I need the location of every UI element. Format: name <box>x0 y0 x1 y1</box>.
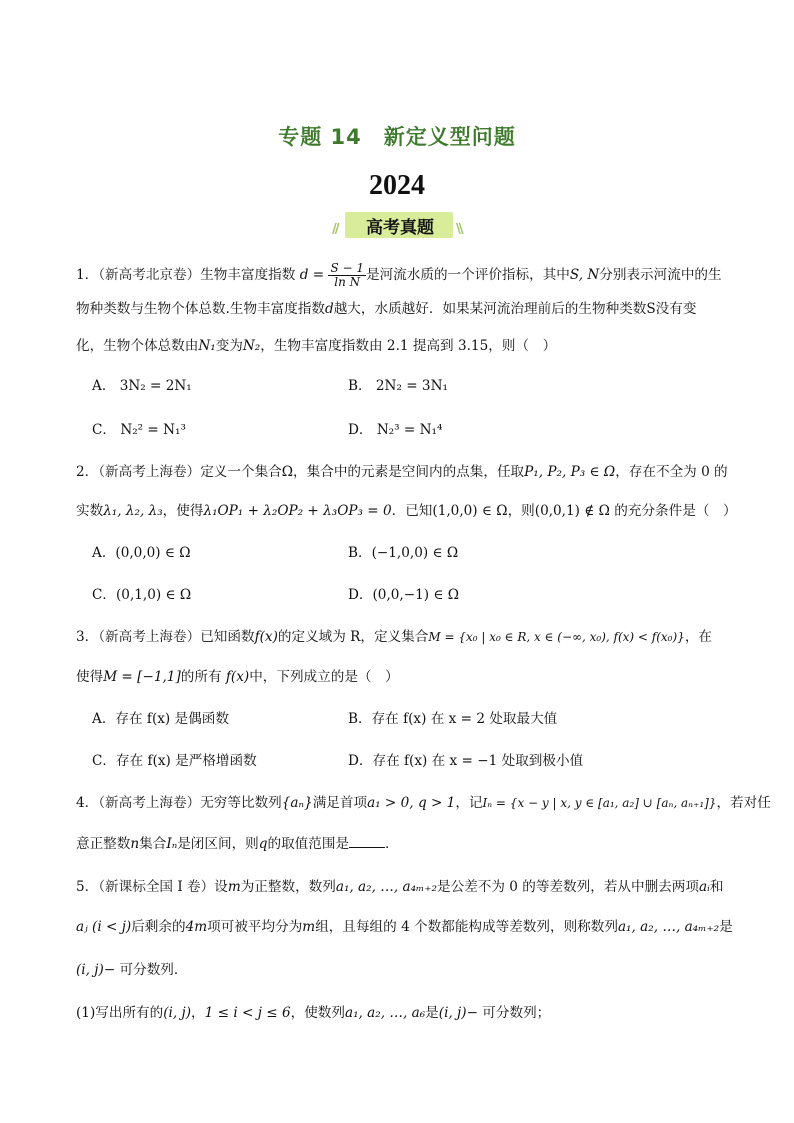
q5-math: 4m <box>185 919 208 935</box>
q4-number: 4． <box>76 795 99 811</box>
q3-number: 3． <box>76 629 99 645</box>
q4-math: Iₙ <box>166 836 178 852</box>
q2-option-d: D．(0,0,−1) ∈ Ω <box>348 587 460 603</box>
q1-number: 1． <box>76 267 99 283</box>
q2-option-a: A．(0,0,0) ∈ Ω <box>92 545 191 561</box>
q4-text: ，若对任 <box>716 795 771 811</box>
page-title <box>0 121 794 151</box>
q1-math-d: d <box>299 267 309 283</box>
q1-option-b: B． 2N₂ = 3N₁ <box>348 378 448 394</box>
q5-math: m <box>227 879 241 895</box>
q4-text: 满足首项 <box>312 795 368 811</box>
q1-option-c: C． N₂² = N₁³ <box>92 422 186 438</box>
q4-text: ． <box>385 836 399 852</box>
q5-line-1 <box>76 877 723 897</box>
q3-line-2 <box>76 667 399 687</box>
q5-math: (i, j) <box>163 1005 192 1021</box>
title-topic-name: 新定义型问题 <box>383 125 516 149</box>
q5-math: a₁, a₂, …, a₆ <box>344 1005 426 1021</box>
q1-math: S, N <box>569 267 600 283</box>
q1-text: 变为 <box>215 338 243 354</box>
q3-text: 中，下列成立的是（ ） <box>249 669 399 685</box>
q2-vector-equation: λ₁OP₁ + λ₂OP₂ + λ₃OP₃ = 0 <box>203 503 392 519</box>
q1-text: 物种类数与生物个体总数.生物丰富度指数 <box>76 301 326 317</box>
q4-text: 的取值范围是 <box>267 836 350 852</box>
banner-label: 高考真题 <box>366 218 434 238</box>
q1-option-d: D． N₂³ = N₁⁴ <box>348 422 443 438</box>
q3-text: 的所有 <box>180 669 222 685</box>
q5-math: (i, j) <box>76 962 104 978</box>
q5-text: 是 <box>719 919 733 935</box>
q1-line-2 <box>76 299 696 319</box>
q5-text: 为正整数，数列 <box>240 879 336 895</box>
right-slash-decoration: \\ <box>456 222 462 237</box>
q1-text: 分别表示河流中的生 <box>599 267 722 283</box>
q5-text: 项可被平均分为 <box>207 919 303 935</box>
q2-text: ．已知(1,0,0) ∈ Ω，则(0,0,1) ∉ Ω 的充分条件是（ ） <box>391 503 737 519</box>
q5-text: 是 <box>425 1005 439 1021</box>
year-heading: 2024 <box>369 170 425 201</box>
q4-math: n <box>130 836 140 852</box>
q5-math: a₁, a₂, …, a₄ₘ₊₂ <box>335 879 438 895</box>
q5-line-2 <box>76 917 733 937</box>
q1-text: 化，生物个体总数由 <box>76 338 199 354</box>
q4-text: 意正整数 <box>76 836 131 852</box>
q4-source: （新高考上海卷） <box>98 795 201 811</box>
q5-number: 5． <box>76 879 99 895</box>
q5-source: （新课标全国 I 卷） <box>98 879 215 895</box>
q5-text: 后剩余的 <box>131 919 186 935</box>
q2-option-b: B．(−1,0,0) ∈ Ω <box>348 545 459 561</box>
q1-line-3 <box>76 336 556 356</box>
q3-source: （新高考上海卷） <box>98 629 201 645</box>
q3-line-1 <box>76 627 712 647</box>
q1-text: 是河流水质的一个评价指标，其中 <box>365 267 570 283</box>
q2-text: ，使得 <box>162 503 204 519</box>
q1-option-a: A． 3N₂ = 2N₁ <box>92 378 192 394</box>
q3-math: f(x) <box>254 629 278 645</box>
q5-text: 和 <box>709 879 724 895</box>
q3-option-d: D．存在 f(x) 在 x = −1 处取到极小值 <box>348 753 584 769</box>
q2-option-c: C．(0,1,0) ∈ Ω <box>92 587 192 603</box>
q3-text: ，在 <box>684 629 712 645</box>
q1-text: 越大，水质越好．如果某河流治理前后的生物种类数S没有变 <box>333 301 697 317</box>
q2-line-1 <box>76 462 728 482</box>
q4-set-definition: Iₙ = {x − y | x, y ∈ [a₁, a₂] ∪ [aₙ, aₙ₊₁]} <box>482 796 717 810</box>
q5-part-1 <box>76 1003 550 1023</box>
q3-math: M = [−1,1] <box>103 669 181 685</box>
q4-text: 集合 <box>139 836 167 852</box>
q4-text: 无穷等比数列 <box>200 795 282 811</box>
q5-text: (1)写出所有的 <box>76 1005 164 1021</box>
q5-math: aᵢ <box>699 879 710 895</box>
q1-math: N₁ <box>198 338 216 354</box>
q3-math: f(x) <box>225 669 250 685</box>
q2-source: （新高考上海卷） <box>98 464 201 480</box>
q4-math: a₁ > 0, q > 1 <box>367 795 456 811</box>
q2-math: λ₁, λ₂, λ₃ <box>103 503 163 519</box>
title-topic-number: 专题 14 <box>278 125 362 149</box>
q5-text: ， <box>191 1005 205 1021</box>
q5-text: 是公差不为 0 的等差数列，若从中删去两项 <box>437 879 699 895</box>
q1-fraction-numerator: S − 1 <box>330 261 364 275</box>
q3-option-b: B．存在 f(x) 在 x = 2 处取最大值 <box>348 711 558 727</box>
q5-text: − 可分数列． <box>103 962 188 978</box>
q5-math: m <box>302 919 316 935</box>
section-banner <box>330 210 470 238</box>
q2-math: P₁, P₂, P₃ ∈ Ω <box>524 464 616 480</box>
q3-option-a: A．存在 f(x) 是偶函数 <box>92 711 229 727</box>
q2-number: 2． <box>76 464 99 480</box>
q5-math: aⱼ (i < j) <box>76 919 132 935</box>
q3-option-c: C．存在 f(x) 是严格增函数 <box>92 753 257 769</box>
q4-line-1 <box>76 793 771 813</box>
q1-text: 生物丰富度指数 <box>200 267 296 283</box>
q1-math: d <box>325 301 334 317</box>
q4-math: q <box>258 836 268 852</box>
q1-fraction-denominator: ln N <box>334 275 361 289</box>
q1-math: N₂ <box>242 338 261 354</box>
q3-text: 使得 <box>76 669 104 685</box>
q4-math: {aₙ} <box>281 795 313 811</box>
q5-text: 组，且每组的 4 个数都能构成等差数列，则称数列 <box>315 919 618 935</box>
q3-text: 的定义域为 R，定义集合 <box>277 629 429 645</box>
q4-line-2 <box>76 834 399 854</box>
q4-answer-blank <box>349 835 385 848</box>
q5-math: 1 ≤ i < j ≤ 6 <box>204 1005 291 1021</box>
q5-line-3 <box>76 960 188 980</box>
q2-text: ，存在不全为 0 的 <box>615 464 728 480</box>
q3-text: 已知函数 <box>200 629 255 645</box>
q1-fraction <box>328 262 366 289</box>
q5-text: ，使数列 <box>290 1005 345 1021</box>
q2-text: 实数 <box>76 503 104 519</box>
q5-math: (i, j) <box>438 1005 467 1021</box>
q5-text: − 可分数列； <box>466 1005 551 1021</box>
q3-set-definition: M = {x₀ | x₀ ∈ R, x ∈ (−∞, x₀), f(x) < f(x₀)} <box>428 630 685 644</box>
q1-text: ，生物丰富度指数由 2.1 提高到 3.15，则（ ） <box>260 338 557 354</box>
q2-line-2 <box>76 501 737 521</box>
q1-line-1: 1．（新高考北京卷）生物丰富度指数 d = $\frac{S - 1}{\text{ln N}}$ 是河流水质的一个评价指标，其中S, N分别表示河流中的生 <box>76 261 722 289</box>
q4-text: ，记 <box>455 795 483 811</box>
q4-text: 是闭区间，则 <box>177 836 259 852</box>
left-slash-decoration: // <box>332 222 338 237</box>
q1-source: （新高考北京卷） <box>98 267 201 283</box>
q5-math: a₁, a₂, …, a₄ₘ₊₂ <box>617 919 720 935</box>
q5-text: 设 <box>214 879 228 895</box>
q2-text: 定义一个集合Ω，集合中的元素是空间内的点集，任取 <box>200 464 525 480</box>
